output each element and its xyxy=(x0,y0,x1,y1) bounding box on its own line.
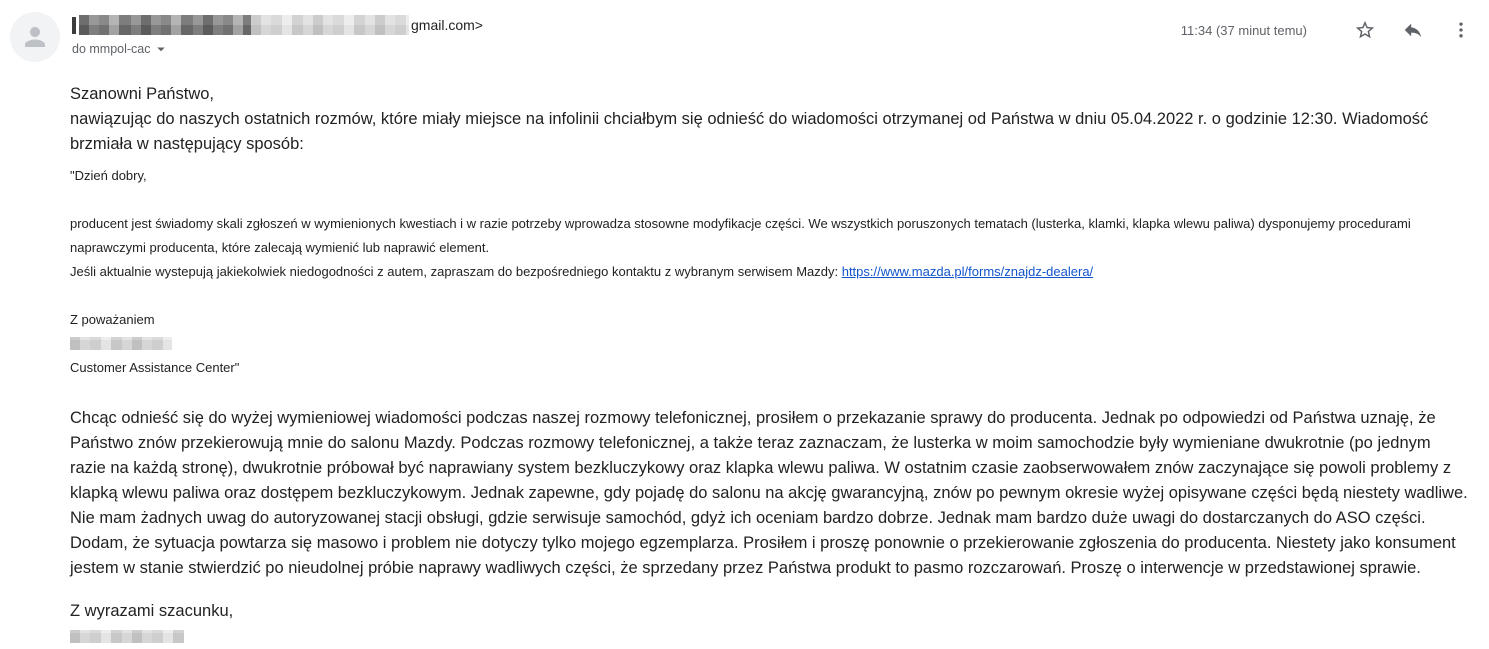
reply-arrow-icon xyxy=(1402,19,1424,41)
redacted-sender-name xyxy=(79,15,251,35)
person-icon xyxy=(20,22,50,52)
main-paragraph: Chcąc odnieść się do wyżej wymieniowej wiadomości podczas naszej rozmowy telefonicznej, prosiłem o przekazanie sprawy do producenta. Jednak po odpowiedzi od Państwa uznaję, że Państwo znów przekierowują mnie do salonu Mazdy. Podczas rozmowy telefonicznej, a także teraz zaznaczam, że lusterka w moim samochodzie były wymieniane dwukrotnie (po jednym razie na każdą stronę), dwukrotnie próbował być naprawiany system bezkluczykowy oraz klapka wlewu paliwa. W ostatnim czasie zaobserwowałem znów zaczynające się powoli problemy z klapką wlewu paliwa oraz dostępem bezkluczykowym. Jednak zapewne, gdy pojadę do salonu na akcję gwarancyjną, znów po pewnym okresie wyżej opisywane części będą niestety wadliwe. Nie mam żadnych uwag do autoryzowanej stacji obsługi, gdzie serwisuje samochód, gdyż ich oceniam bardzo dobrze. Jednak mam bardzo duże uwagi do dostarczanych do ASO części. Dodam, że sytuacja powtarza się masowo i problem nie dotyczy tylko mojego egzemplarza. Prosiłem i proszę ponownie o przekierowanie zgłoszenia do producenta. Niestety jako konsument jestem w stanie stwierdzić po nieudolnej próbie naprawy wadliwych części, że sprzedany przez Państwa produkt to pasmo rozczarowań. Proszę o interwencje w przedstawionej sprawie. xyxy=(70,409,1468,577)
redacted-sender-email xyxy=(251,15,409,35)
intro-text: nawiązując do naszych ostatnich rozmów, które miały miejsce na infolinii chciałbym się odnieść do wiadomości otrzymanej od Państwa w dniu 05.04.2022 r. o godzinie 12:30. Wiadomość brzmiała w następujący sposób: xyxy=(70,110,1429,153)
dealer-finder-link[interactable]: https://www.mazda.pl/forms/znajdz-dealera/ xyxy=(841,264,1094,279)
quote-closing: Z poważaniem xyxy=(70,312,155,327)
redacted-sender-initial xyxy=(72,17,76,34)
blank-line xyxy=(70,188,1470,212)
sender-email-suffix: gmail.com> xyxy=(411,17,483,33)
header-actions xyxy=(1181,12,1473,42)
message-body xyxy=(0,62,1489,643)
reply-button[interactable] xyxy=(1401,18,1425,42)
redacted-agent-name xyxy=(70,337,172,350)
sender-line xyxy=(72,14,1181,36)
recipient-details-dropdown[interactable] xyxy=(72,40,170,58)
avatar xyxy=(10,12,60,62)
closing-line: Z wyrazami szacunku, xyxy=(70,602,234,620)
quoted-message xyxy=(70,164,1470,380)
blank-line xyxy=(70,284,1470,308)
chevron-down-icon xyxy=(152,40,170,58)
recipient-label: do mmpol-cac xyxy=(72,42,151,56)
quote-paragraph-with-link xyxy=(70,260,1470,284)
quote-paragraph: producent jest świadomy skali zgłoszeń w wymienionych kwestiach i w razie potrzeby wprowadza stosowne modyfikacje części. We wszystkich poruszonych tematach (lusterka, klamki, klapka wlewu paliwa) dysponujemy procedurami naprawczymi producenta, które zalecają wymienić lub naprawić element. xyxy=(70,216,1411,255)
three-dot-menu-icon xyxy=(1451,20,1471,40)
sender-block xyxy=(72,12,1181,58)
quote-signature-org: Customer Assistance Center" xyxy=(70,360,240,375)
quote-salutation: "Dzień dobry, xyxy=(70,168,147,183)
greeting-paragraph xyxy=(70,82,1470,157)
redacted-signature-name xyxy=(70,630,184,643)
quote-link-prefix: Jeśli aktualnie wystepują jakiekolwiek niedogodności z autem, zapraszam do bezpośredniego kontaktu z wybranym serwisem Mazdy: xyxy=(70,264,842,279)
greeting: Szanowni Państwo, xyxy=(70,85,214,103)
more-options-button[interactable] xyxy=(1449,18,1473,42)
message-header xyxy=(0,0,1489,62)
star-outline-icon xyxy=(1354,19,1376,41)
star-button[interactable] xyxy=(1353,18,1377,42)
message-timestamp: 11:34 (37 minut temu) xyxy=(1180,22,1307,38)
